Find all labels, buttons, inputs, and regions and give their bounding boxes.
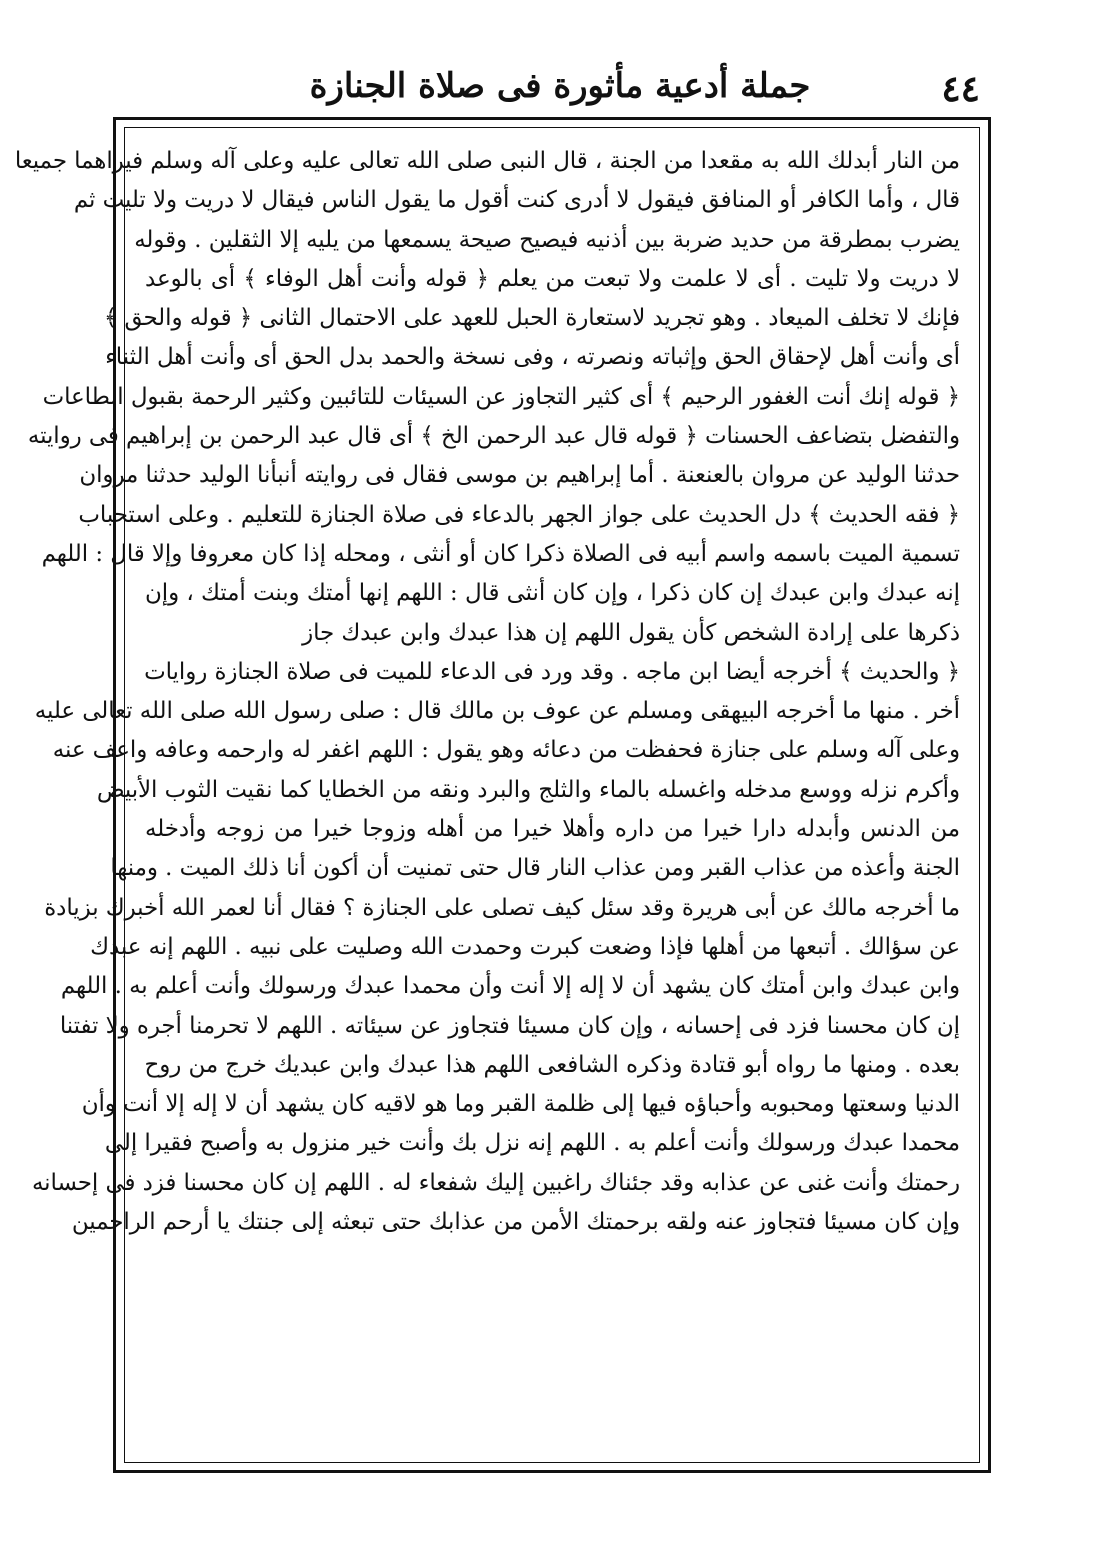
text-line: وإن كان مسيئا فتجاوز عنه ولقه برحمتك الأمن من عذابك حتى تبعثه إلى جنتك يا أرحم الراحمين <box>71 1209 960 1236</box>
text-line: من الدنس وأبدله دارا خيرا من داره وأهلا خيرا من أهله وزوجا خيرا من زوجه وأدخله <box>145 816 960 843</box>
text-line: والتفضل بتضاعف الحسنات ﴿ قوله قال عبد الرحمن الخ ﴾ أى قال عبد الرحمن بن إبراهيم فى روايته <box>27 423 960 450</box>
text-line: الجنة وأعذه من عذاب القبر ومن عذاب النار قال حتى تمنيت أن أكون أنا ذلك الميت . ومنها <box>110 855 960 882</box>
text-line: من النار أبدلك الله به مقعدا من الجنة ، قال النبى صلى الله تعالى عليه وعلى آله وسلم فيراهما جميعا <box>14 148 960 174</box>
text-line: الدنيا وسعتها ومحبوبه وأحباؤه فيها إلى ظلمة القبر وما هو لاقيه كان يشهد أن لا إله إلا أنت وأن <box>81 1091 960 1118</box>
text-line: أخر . منها ما أخرجه البيهقى ومسلم عن عوف بن مالك قال : صلى رسول الله صلى الله تعالى عليه <box>34 698 960 725</box>
text-line: ما أخرجه مالك عن أبى هريرة وقد سئل كيف تصلى على الجنازة ؟ فقال أنا لعمر الله أخبرك بزيادة <box>44 894 960 921</box>
text-line: ﴿ والحديث ﴾ أخرجه أيضا ابن ماجه . وقد ورد فى الدعاء للميت فى صلاة الجنازة روايات <box>144 658 960 685</box>
text-line: ذكرها على إرادة الشخص كأن يقول اللهم إن هذا عبدك وابن عبدك جاز <box>302 619 960 646</box>
text-line: بعده . ومنها ما رواه أبو قتادة وذكره الشافعى اللهم هذا عبدك وابن عبديك خرج من روح <box>144 1051 960 1078</box>
text-line: قال ، وأما الكافر أو المنافق فيقول لا أدرى كنت أقول ما يقول الناس فيقال لا دريت ولا تليت ثم <box>73 187 960 214</box>
text-line: أى وأنت أهل لإحقاق الحق وإثباته ونصرته ، وفى نسخة والحمد بدل الحق أى وأنت أهل الثناء <box>105 344 960 371</box>
text-line: وأكرم نزله ووسع مدخله واغسله بالماء والثلج والبرد ونقه من الخطايا كما نقيت الثوب الأبيض <box>96 776 960 803</box>
text-line: عن سؤالك . أتبعها من أهلها فإذا وضعت كبرت وحمدت الله وصليت على نبيه . اللهم إنه عبدك <box>90 933 960 960</box>
text-line: محمدا عبدك ورسولك وأنت أعلم به . اللهم إنه نزل بك وأنت خير منزول به وأصبح فقيرا إلى <box>104 1130 960 1157</box>
text-line: لا دريت ولا تليت . أى لا علمت ولا تبعت من يعلم ﴿ قوله وأنت أهل الوفاء ﴾ أى بالوعد <box>145 265 960 292</box>
running-title: جملة أدعية مأثورة فى صلاة الجنازة <box>309 66 811 106</box>
text-line: ﴿ فقه الحديث ﴾ دل الحديث على جواز الجهر بالدعاء فى صلاة الجنازة للتعليم . وعلى استحباب <box>78 501 960 528</box>
text-line: تسمية الميت باسمه واسم أبيه فى الصلاة ذكرا كان أو أنثى ، ومحله إذا كان معروفا وإلا قال : اللهم <box>41 540 960 567</box>
text-line: ﴿ قوله إنك أنت الغفور الرحيم ﴾ أى كثير التجاوز عن السيئات للتائبين وكثير الرحمة بقبول الطاعات <box>42 383 960 410</box>
text-line: يضرب بمطرقة من حديد ضربة بين أذنيه فيصيح صيحة يسمعها من يليه إلا الثقلين . وقوله <box>134 226 960 253</box>
body-text <box>14 142 960 1460</box>
text-line: رحمتك وأنت غنى عن عذابه وقد جئناك راغبين إليك شفعاء له . اللهم إن كان محسنا فزد فى إحسانه <box>31 1169 960 1196</box>
text-line: حدثنا الوليد عن مروان بالعنعنة . أما إبراهيم بن موسى فقال فى روايته أنبأنا الوليد حدثنا مروان <box>79 462 960 489</box>
text-line: إنه عبدك وابن عبدك إن كان ذكرا ، وإن كان أنثى قال : اللهم إنها أمتك وبنت أمتك ، وإن <box>145 580 960 607</box>
page-number: ٤٤ <box>941 68 980 110</box>
text-line: وعلى آله وسلم على جنازة فحفظت من دعائه وهو يقول : اللهم اغفر له وارحمه وعافه واعف عنه <box>52 737 960 764</box>
text-line: وابن عبدك وابن أمتك كان يشهد أن لا إله إلا أنت وأن محمدا عبدك ورسولك وأنت أعلم به . اللهم <box>60 973 960 1000</box>
text-line: إن كان محسنا فزد فى إحسانه ، وإن كان مسيئا فتجاوز عن سيئاته . اللهم لا تحرمنا أجره ولا تفتنا <box>59 1012 960 1039</box>
page-header <box>130 62 990 110</box>
text-line: فإنك لا تخلف الميعاد . وهو تجريد لاستعارة الحبل للعهد على الاحتمال الثانى ﴿ قوله والحق ﴾ <box>103 305 960 332</box>
